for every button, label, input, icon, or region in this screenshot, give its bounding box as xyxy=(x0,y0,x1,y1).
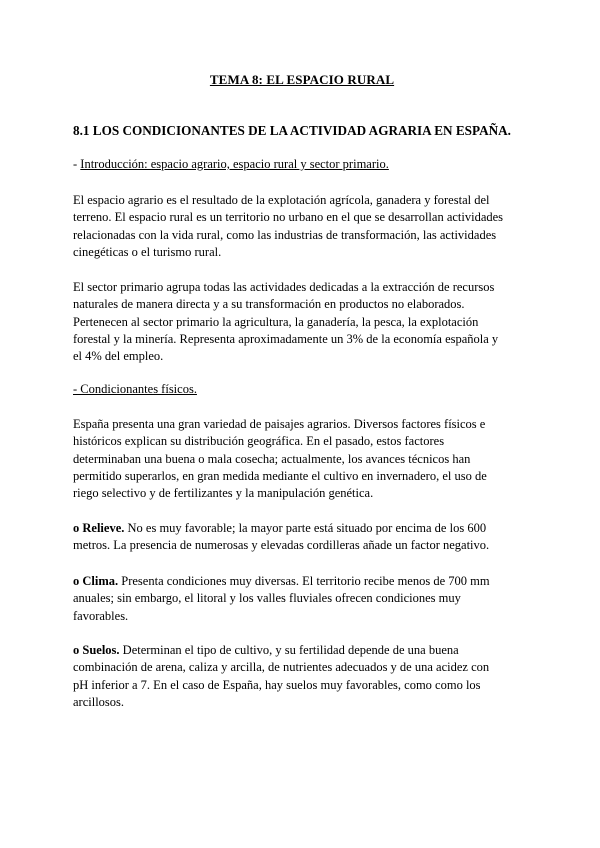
paragraph-primary-sector xyxy=(73,279,533,365)
paragraph-line: históricos explican su distribución geográfica. En el pasado, estos factores xyxy=(73,434,445,449)
paragraph-line: riego selectivo y de fertilizantes y la manipulación genética. xyxy=(73,486,374,501)
bullet-marker: o xyxy=(73,521,80,535)
bullet-text: arcillosos. xyxy=(73,694,125,709)
bullet-marker: o xyxy=(73,574,80,588)
paragraph-line: cinegéticas o el turismo rural. xyxy=(73,244,222,259)
paragraph-line: relacionadas con la vida rural, como las industrias de transformación, las actividades xyxy=(73,227,497,242)
bullet-text: favorables. xyxy=(73,608,129,623)
bullet-term-soils: Suelos. xyxy=(82,643,120,657)
bullet-text: combinación de arena, caliza y arcilla, de nutrientes adecuados y de una acidez con xyxy=(73,660,490,675)
intro-prefix: - xyxy=(73,157,81,171)
paragraph-line: El sector primario agrupa todas las actividades dedicadas a la extracción de recursos xyxy=(73,280,495,294)
paragraph-line: determinaban una buena o mala cosecha; actualmente, los avances técnicos han xyxy=(73,451,471,466)
bullet-climate xyxy=(73,573,533,625)
paragraph-line: El espacio agrario es el resultado de la explotación agrícola, ganadera y forestal del xyxy=(73,193,490,207)
paragraph-line: Pertenecen al sector primario la agricultura, la ganadería, la pesca, la explotación xyxy=(73,314,479,329)
bullet-text: Presenta condiciones muy diversas. El territorio recibe menos de 700 mm xyxy=(118,574,490,588)
physical-label: - Condicionantes físicos. xyxy=(73,382,197,396)
bullet-term-climate: Clima. xyxy=(82,574,119,588)
bullet-text: anuales; sin embargo, el litoral y los valles fluviales ofrecen condiciones muy xyxy=(73,591,461,606)
section-heading: 8.1 LOS CONDICIONANTES DE LA ACTIVIDAD AGRARIA EN ESPAÑA. xyxy=(73,123,511,138)
paragraph-line: terreno. El espacio rural es un territorio no urbano en el que se desarrollan actividades xyxy=(73,210,504,225)
paragraph-agrarian-space xyxy=(73,192,533,261)
paragraph-line: el 4% del empleo. xyxy=(73,349,164,364)
bullet-term-relief: Relieve. xyxy=(82,521,125,535)
paragraph-line: España presenta una gran variedad de paisajes agrarios. Diversos factores físicos e xyxy=(73,417,486,431)
bullet-text: pH inferior a 7. En el caso de España, hay suelos muy favorables, como como los xyxy=(73,677,481,692)
bullet-text: metros. La presencia de numerosas y elevadas cordilleras añade un factor negativo. xyxy=(73,538,490,553)
bullet-marker: o xyxy=(73,643,80,657)
intro-subheading xyxy=(73,157,389,172)
paragraph-landscapes xyxy=(73,416,533,502)
paragraph-line: permitido superarlos, en gran medida mediante el cultivo en invernadero, el uso de xyxy=(73,468,487,483)
document-title: TEMA 8: EL ESPACIO RURAL xyxy=(209,72,395,87)
paragraph-line: forestal y la minería. Representa aproximadamente un 3% de la economía española y xyxy=(73,331,499,346)
bullet-text: Determinan el tipo de cultivo, y su fertilidad depende de una buena xyxy=(119,643,459,657)
paragraph-line: naturales de manera directa y a su transformación en productos no elaborados. xyxy=(73,297,465,312)
physical-subheading xyxy=(73,382,197,397)
bullet-relief xyxy=(73,520,533,555)
intro-label: Introducción: espacio agrario, espacio rural y sector primario. xyxy=(80,157,389,171)
bullet-soils xyxy=(73,642,533,711)
bullet-text: No es muy favorable; la mayor parte está situado por encima de los 600 xyxy=(124,521,487,535)
